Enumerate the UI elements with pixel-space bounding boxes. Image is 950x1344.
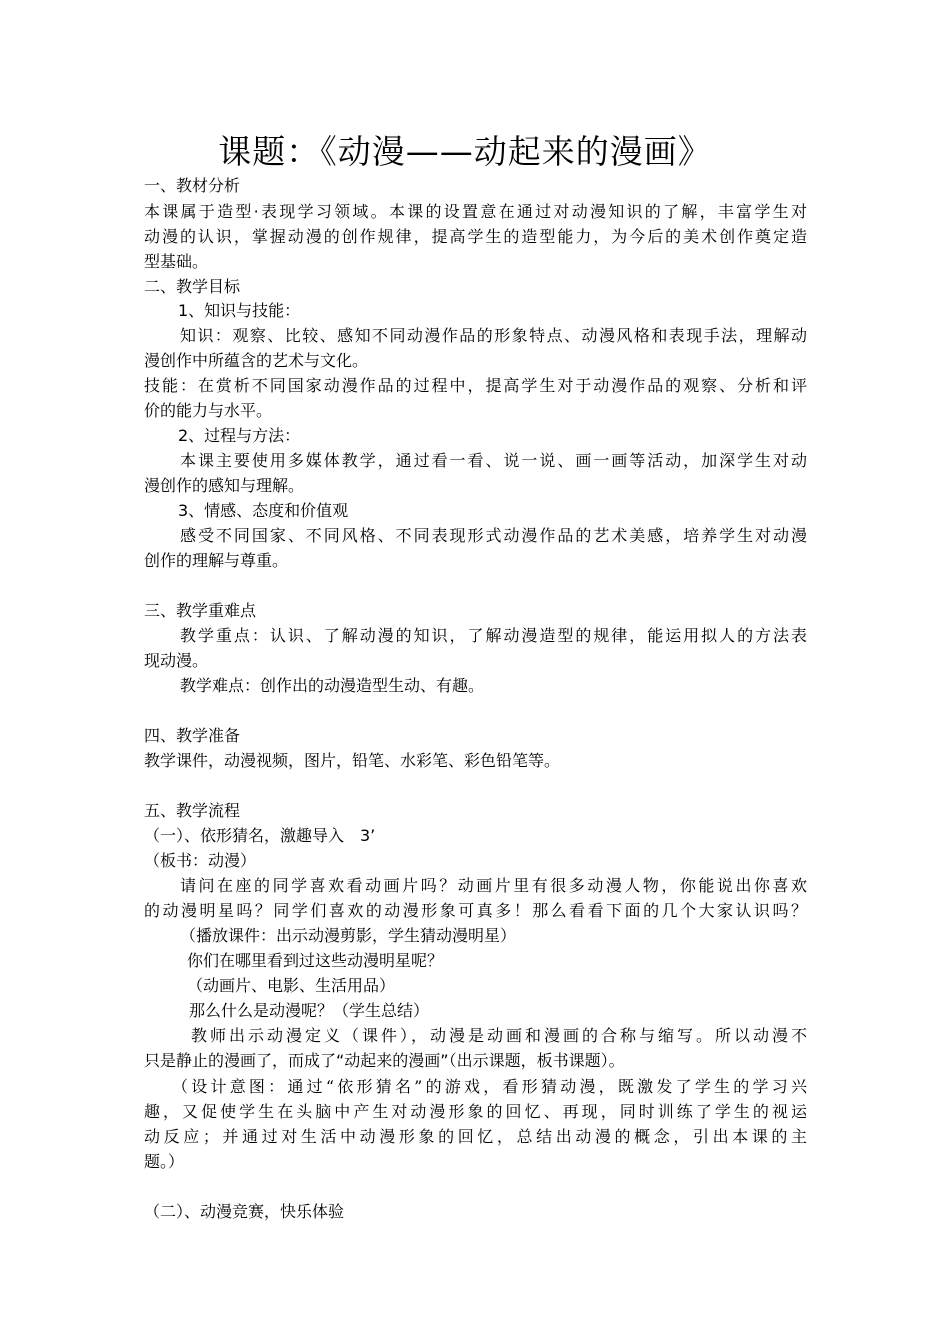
paragraph-line: （动画片、电影、生活用品）	[187, 976, 396, 995]
paragraph-line: （板书：动漫）	[144, 851, 257, 870]
paragraph-line: （播放课件：出示动漫剪影，学生猜动漫明星）	[180, 926, 517, 945]
section-heading-preparation: 四、教学准备	[144, 726, 241, 745]
section-heading-teaching-process: 五、教学流程	[144, 801, 241, 820]
subheading-knowledge-skills: 1、知识与技能：	[178, 301, 301, 320]
paragraph-line: 知识：观察、比较、感知不同动漫作品的形象特点、动漫风格和表现手法，理解动	[180, 326, 807, 345]
design-intent-line: （设计意图：通过“依形猜名”的游戏，看形猜动漫，既激发了学生的学习兴	[172, 1077, 807, 1096]
paragraph-line: 教学重点：认识、了解动漫的知识，了解动漫造型的规律，能运用拟人的方法表	[180, 626, 807, 645]
paragraph-line: 动漫的认识，掌握动漫的创作规律，提高学生的造型能力，为今后的美术创作奠定造	[144, 227, 807, 246]
paragraph-line: 价的能力与水平。	[144, 401, 273, 420]
paragraph-line: 漫创作中所蕴含的艺术与文化。	[144, 351, 369, 370]
paragraph-line: 型基础。	[144, 252, 209, 271]
paragraph-line: 现动漫。	[144, 651, 209, 670]
paragraph-line: 请问在座的同学喜欢看动画片吗？动画片里有很多动漫人物，你能说出你喜欢	[180, 876, 807, 895]
lesson-title: 课题：《动漫——动起来的漫画》	[218, 132, 712, 171]
paragraph-line: 本课属于造型·表现学习领域。本课的设置意在通过对动漫知识的了解，丰富学生对	[144, 202, 807, 221]
paragraph-line: 那么什么是动漫呢？（学生总结）	[189, 1001, 430, 1020]
section-heading-key-points: 三、教学重难点	[144, 601, 257, 620]
section-heading-material-analysis: 一、教材分析	[144, 176, 241, 195]
paragraph-line: 你们在哪里看到过这些动漫明星呢？	[187, 951, 444, 970]
paragraph-line: 教师出示动漫定义（课件），动漫是动画和漫画的合称与缩写。所以动漫不	[191, 1026, 807, 1045]
paragraph-line: 技能：在赏析不同国家动漫作品的过程中，提高学生对于动漫作品的观察、分析和评	[144, 376, 807, 395]
paragraph-line: 教学课件，动漫视频，图片，铅笔、水彩笔、彩色铅笔等。	[144, 751, 561, 770]
paragraph-line: 教学难点：创作出的动漫造型生动、有趣。	[180, 676, 485, 695]
paragraph-line: 感受不同国家、不同风格、不同表现形式动漫作品的艺术美感，培养学生对动漫	[180, 526, 807, 545]
design-intent-line: 趣，又促使学生在头脑中产生对动漫形象的回忆、再现，同时训练了学生的视运	[144, 1102, 807, 1121]
paragraph-line: 创作的理解与尊重。	[144, 551, 289, 570]
paragraph-line: 本课主要使用多媒体教学，通过看一看、说一说、画一画等活动，加深学生对动	[180, 451, 807, 470]
step-heading-competition: （二）、动漫竞赛，快乐体验	[144, 1202, 345, 1221]
paragraph-line: 漫创作的感知与理解。	[144, 476, 305, 495]
subheading-process-methods: 2、过程与方法：	[178, 426, 301, 445]
section-heading-teaching-goals: 二、教学目标	[144, 277, 241, 296]
paragraph-line: 只是静止的漫画了，而成了“动起来的漫画”（出示课题，板书课题）。	[144, 1051, 625, 1070]
subheading-emotion-values: 3、情感、态度和价值观	[178, 501, 349, 520]
step-heading-guess-intro: （一）、依形猜名，激趣导入 3’	[144, 826, 376, 845]
design-intent-line: 题。）	[144, 1152, 185, 1171]
design-intent-line: 动反应；并通过对生活中动漫形象的回忆，总结出动漫的概念，引出本课的主	[144, 1127, 807, 1146]
paragraph-line: 的动漫明星吗？同学们喜欢的动漫形象可真多！那么看看下面的几个大家认识吗？	[144, 901, 807, 920]
